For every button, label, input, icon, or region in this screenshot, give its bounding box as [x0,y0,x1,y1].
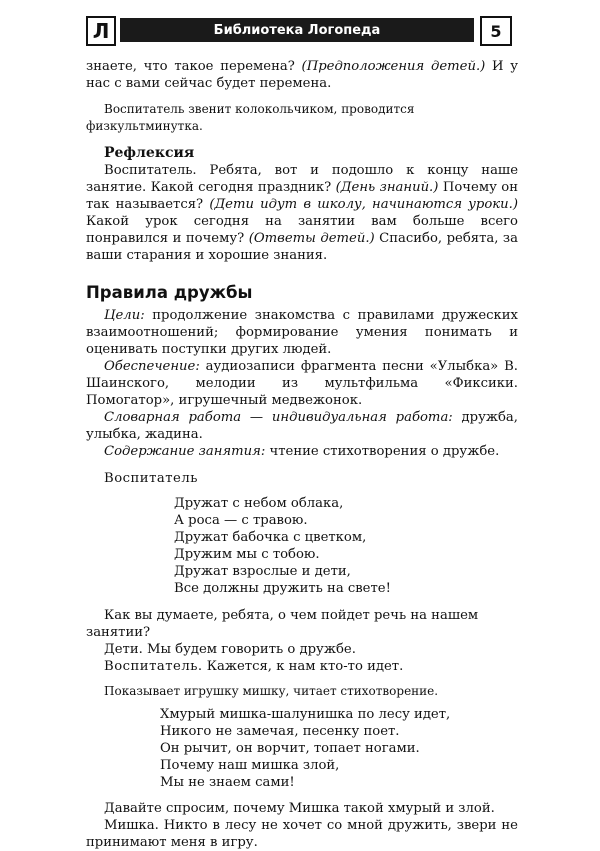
reflection-heading: Рефлексия [104,145,195,161]
poem-line: Дружат бабочка с цветком, [174,530,367,545]
text-run: Какой урок сегодня на занятии вам больше всего понравился и почему? [86,214,518,246]
page-header [86,16,518,48]
poem-line: Он рычит, он ворчит, топает ногами. [160,741,420,756]
text-run: Почему он так называется? [86,180,519,212]
remark: (Дети идут в школу, начинаются уроки.) [209,197,518,212]
text-run: Спасибо, ребята, за ваши старания и хорошие знания. [86,231,518,263]
remark: (День знаний.) [335,180,439,195]
goals-paragraph [86,307,518,358]
poem-line: Мы не знаем сами! [160,775,295,790]
text-run: чтение стихотворения о дружбе. [265,444,500,459]
speaker-label: Воспитатель [104,471,198,486]
ending-paragraph: Давайте спросим, почему Мишка такой хмурый и злой. [104,801,495,816]
speaker-name: Воспитатель. [104,659,203,674]
intro-paragraph [86,58,518,92]
vocab-label: Словарная работа — индивидуальная работа: [104,410,453,425]
dialog-teacher [86,658,518,675]
stage-direction: Воспитатель звенит колокольчиком, проводится физкультминутка. [86,102,415,133]
section-heading: Правила дружбы [86,283,253,302]
text-run: Кажется, к нам кто-то идет. [202,659,404,674]
poem-line: Дружат с небом облака, [174,496,344,511]
text-run: знаете, что такое перемена? [86,59,302,74]
remark: (Предположения детей.) [301,59,486,74]
poem-line: Никого не замечая, песенку поет. [160,724,400,739]
supply-label: Обеспечение: [104,359,200,374]
poem-friendship [86,495,518,597]
page-number: 5 [480,16,512,46]
poem-bear [86,706,518,791]
content-paragraph [86,443,518,460]
reflection-paragraph [86,162,518,264]
poem-line: Почему наш мишка злой, [160,758,340,773]
text-run: Воспитатель. Ребята, вот и подошло к концу наше занятие. Какой сегодня праздник? [86,163,518,195]
remark: (Ответы детей.) [248,231,375,246]
poem-line: А роса — с травою. [174,513,308,528]
text-run: дружба, улыбка, жадина. [86,410,518,442]
series-logo: Л [86,16,116,46]
poem-line: Все должны дружить на свете! [174,581,391,596]
text-run: продолжение знакомства с правилами дружеских взаимоотношений; формирование умения понимать и оценивать поступки других людей. [86,308,518,357]
text-run: И у нас с вами сейчас будет перемена. [86,59,518,91]
dialog-question: Как вы думаете, ребята, о чем пойдет речь на нашем занятии? [86,608,479,640]
text-run: аудиозаписи фрагмента песни «Улыбка» В. Шаинского, мелодии из мультфильма «Фиксики. Помогатор», игрушечный медвежонок. [86,359,518,408]
poem-line: Хмурый мишка-шалунишка по лесу идет, [160,707,451,722]
content-label: Содержание занятия: [104,444,266,459]
running-title: Библиотека Логопеда [120,18,474,42]
page-body [86,58,518,851]
poem-line: Дружим мы с тобою. [174,547,320,562]
goals-label: Цели: [104,308,145,323]
ending-bear-line: Мишка. Никто в лесу не хочет со мной дружить, звери не принимают меня в игру. [86,818,518,850]
dialog-answer: Дети. Мы будем говорить о дружбе. [104,642,356,657]
vocab-paragraph [86,409,518,443]
poem-line: Дружат взрослые и дети, [174,564,351,579]
stage-direction: Показывает игрушку мишку, читает стихотворение. [104,684,439,698]
supply-paragraph [86,358,518,409]
